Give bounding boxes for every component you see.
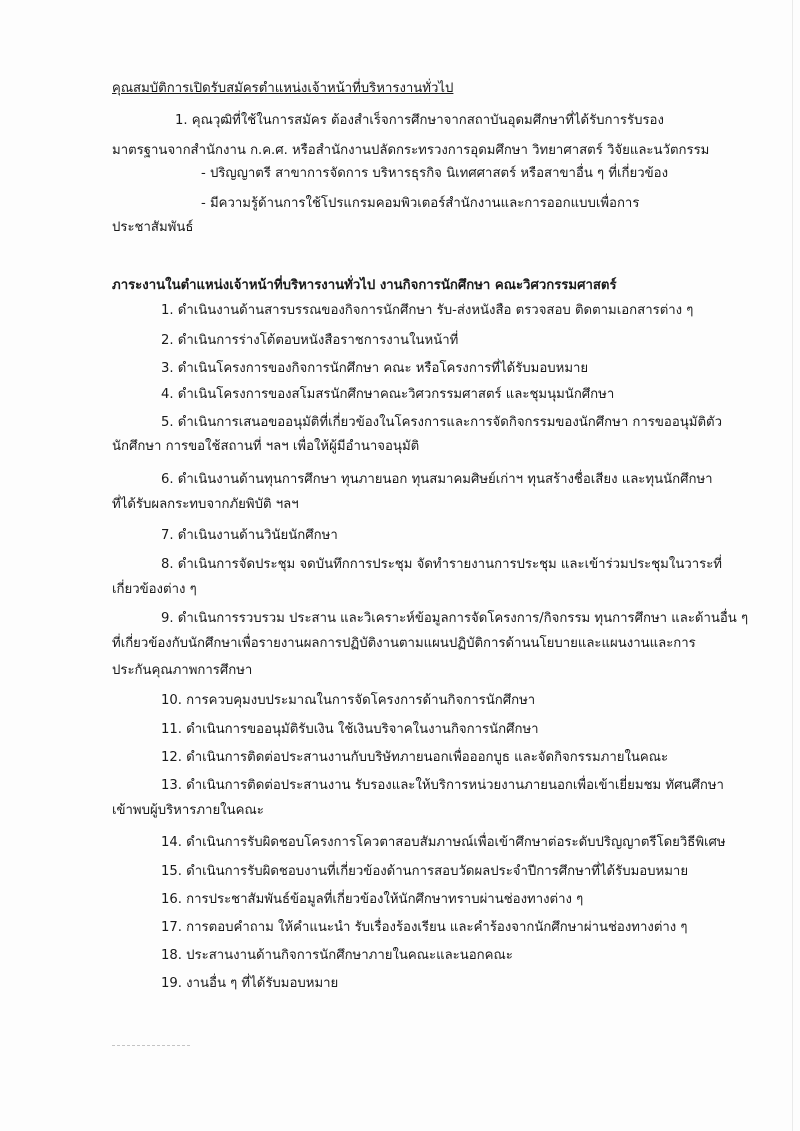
duty-line: 16. การประชาสัมพันธ์ข้อมูลที่เกี่ยวข้องให้นักศึกษาทราบผ่านช่องทางต่าง ๆ xyxy=(161,892,584,907)
duty-line: 15. ดำเนินการรับผิดชอบงานที่เกี่ยวข้องด้านการสอบวัดผลประจำปีการศึกษาที่ได้รับมอบหมาย xyxy=(161,864,689,879)
duty-line: เกี่ยวข้องต่าง ๆ xyxy=(112,582,197,597)
duty-line: 7. ดำเนินงานด้านวินัยนักศึกษา xyxy=(161,528,338,543)
duties-heading: ภาระงานในตำแหน่งเจ้าหน้าที่บริหารงานทั่วไป งานกิจการนักศึกษา คณะวิศวกรรมศาสตร์ xyxy=(112,278,617,293)
qualification-bullet-computer-skills-continued: ประชาสัมพันธ์ xyxy=(112,220,194,235)
page-edge-divider xyxy=(792,0,793,1131)
qualification-item-1-continued: มาตรฐานจากสำนักงาน ก.ค.ศ. หรือสำนักงานปลัดกระทรวงการอุดมศึกษา วิทยาศาสตร์ วิจัยและนวัตกรรม xyxy=(112,143,710,158)
duty-line: 17. การตอบคำถาม ให้คำแนะนำ รับเรื่องร้องเรียน และคำร้องจากนักศึกษาผ่านช่องทางต่าง ๆ xyxy=(161,920,688,935)
duty-line: ที่ได้รับผลกระทบจากภัยพิบัติ ฯลฯ xyxy=(112,497,299,512)
duty-line: 3. ดำเนินโครงการของกิจการนักศึกษา คณะ หรือโครงการที่ได้รับมอบหมาย xyxy=(161,361,589,376)
duty-line: 9. ดำเนินการรวบรวม ประสาน และวิเคราะห์ข้อมูลการจัดโครงการ/กิจกรรม ทุนการศึกษา และด้านอื่น ๆ xyxy=(161,611,749,626)
duty-line: ประกันคุณภาพการศึกษา xyxy=(112,663,253,678)
duty-line: 1. ดำเนินงานด้านสารบรรณของกิจการนักศึกษา รับ-ส่งหนังสือ ตรวจสอบ ติดตามเอกสารต่าง ๆ xyxy=(161,303,694,318)
duty-line: 8. ดำเนินการจัดประชุม จดบันทึกการประชุม จัดทำรายงานการประชุม และเข้าร่วมประชุมในวาระที่ xyxy=(161,557,723,572)
qualification-item-1: 1. คุณวุฒิที่ใช้ในการสมัคร ต้องสำเร็จการศึกษาจากสถาบันอุดมศึกษาที่ได้รับการรับรอง xyxy=(175,113,664,128)
scan-artifact-dash xyxy=(112,1045,190,1047)
duty-line: 6. ดำเนินงานด้านทุนการศึกษา ทุนภายนอก ทุนสมาคมศิษย์เก่าฯ ทุนสร้างชื่อเสียง และทุนนักศึกษา xyxy=(161,472,713,487)
duty-line: 5. ดำเนินการเสนอขออนุมัติที่เกี่ยวข้องในโครงการและการจัดกิจกรรมของนักศึกษา การขออนุมัติตัว xyxy=(161,415,722,430)
qualifications-heading: คุณสมบัติการเปิดรับสมัครตำแหน่งเจ้าหน้าที่บริหารงานทั่วไป xyxy=(112,81,454,96)
duty-line: 12. ดำเนินการติดต่อประสานงานกับบริษัทภายนอกเพื่อออกบูธ และจัดกิจกรรมภายในคณะ xyxy=(161,750,669,765)
duty-line: 10. การควบคุมงบประมาณในการจัดโครงการด้านกิจการนักศึกษา xyxy=(161,693,536,708)
duty-line: 2. ดำเนินการร่างโต้ตอบหนังสือราชการงานในหน้าที่ xyxy=(161,333,459,348)
qualification-bullet-degree: - ปริญญาตรี สาขาการจัดการ บริหารธุรกิจ นิเทศศาสตร์ หรือสาขาอื่น ๆ ที่เกี่ยวข้อง xyxy=(201,166,669,181)
duty-line: เข้าพบผู้บริหารภายในคณะ xyxy=(112,803,264,818)
duty-line: 14. ดำเนินการรับผิดชอบโครงการโควตาสอบสัมภาษณ์เพื่อเข้าศึกษาต่อระดับปริญญาตรีโดยวิธีพิเศษ xyxy=(161,835,726,850)
qualification-bullet-computer-skills: - มีความรู้ด้านการใช้โปรแกรมคอมพิวเตอร์สำนักงานและการออกแบบเพื่อการ xyxy=(201,196,640,211)
duty-line: 18. ประสานงานด้านกิจการนักศึกษาภายในคณะและนอกคณะ xyxy=(161,948,513,963)
duty-line: 4. ดำเนินโครงการของสโมสรนักศึกษาคณะวิศวกรรมศาสตร์ และชุมนุมนักศึกษา xyxy=(161,387,615,402)
duty-line: ที่เกี่ยวข้องกับนักศึกษาเพื่อรายงานผลการปฏิบัติงานตามแผนปฏิบัติการด้านนโยบายและแผนงานและการ xyxy=(112,636,696,651)
duty-line: 13. ดำเนินการติดต่อประสานงาน รับรองและให้บริการหน่วยงานภายนอกเพื่อเข้าเยี่ยมชม ทัศนศึกษา xyxy=(161,778,724,793)
duty-line: นักศึกษา การขอใช้สถานที่ ฯลฯ เพื่อให้ผู้มีอำนาจอนุมัติ xyxy=(112,439,420,454)
duty-line: 11. ดำเนินการขออนุมัติรับเงิน ใช้เงินบริจาคในงานกิจการนักศึกษา xyxy=(161,722,539,737)
duty-line: 19. งานอื่น ๆ ที่ได้รับมอบหมาย xyxy=(161,976,339,991)
